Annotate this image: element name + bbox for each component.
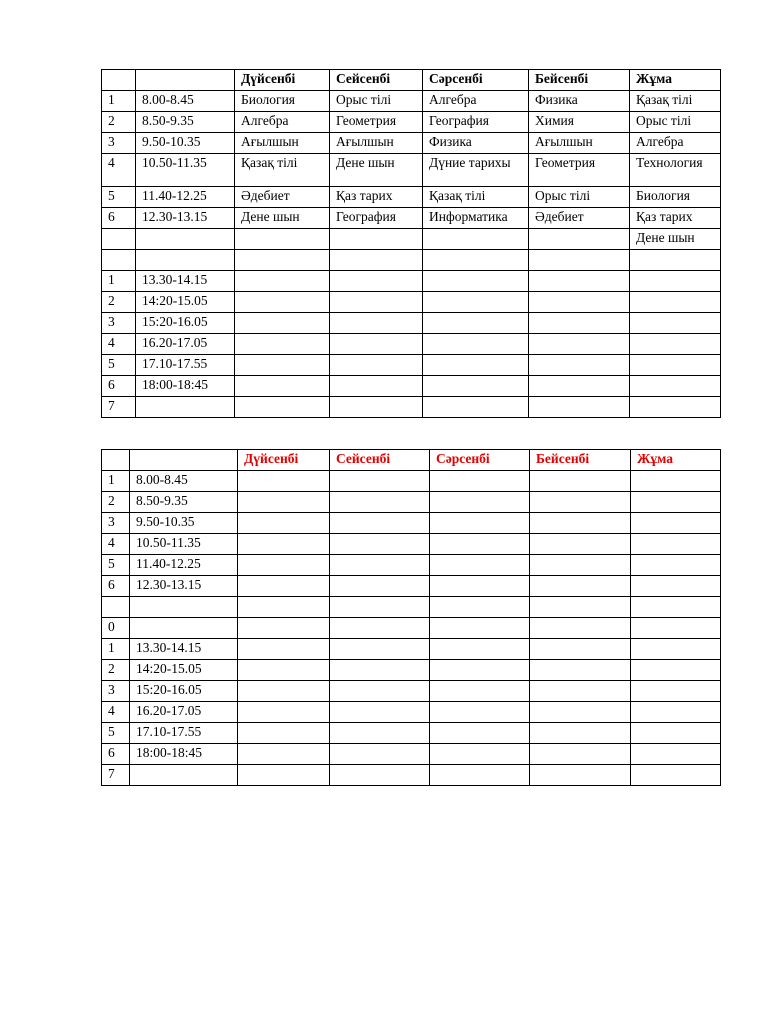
subject-cell xyxy=(235,313,330,334)
subject-cell: География xyxy=(423,112,529,133)
day-header: Бейсенбі xyxy=(529,70,630,91)
subject-cell xyxy=(330,271,423,292)
subject-cell xyxy=(238,555,330,576)
header-row xyxy=(102,450,721,471)
lesson-time: 9.50-10.35 xyxy=(136,133,235,154)
subject-cell xyxy=(235,271,330,292)
subject-cell xyxy=(330,229,423,250)
subject-cell xyxy=(430,765,530,786)
subject-cell: Орыс тілі xyxy=(330,91,423,112)
table-row xyxy=(102,492,721,513)
subject-cell: Физика xyxy=(529,91,630,112)
subject-cell xyxy=(630,271,721,292)
schedule-table-filled xyxy=(101,69,721,418)
subject-cell xyxy=(235,334,330,355)
lesson-time: 10.50-11.35 xyxy=(130,534,238,555)
subject-cell: Алгебра xyxy=(630,133,721,154)
lesson-time xyxy=(130,618,238,639)
day-header: Жұма xyxy=(630,70,721,91)
subject-cell xyxy=(630,376,721,397)
lesson-number: 6 xyxy=(102,376,136,397)
subject-cell xyxy=(430,555,530,576)
subject-cell xyxy=(529,229,630,250)
table-row xyxy=(102,681,721,702)
lesson-number: 4 xyxy=(102,702,130,723)
subject-cell xyxy=(530,597,631,618)
subject-cell xyxy=(630,250,721,271)
subject-cell xyxy=(238,744,330,765)
table-row xyxy=(102,471,721,492)
table-row xyxy=(102,723,721,744)
lesson-time: 17.10-17.55 xyxy=(136,355,235,376)
day-header: Дүйсенбі xyxy=(238,450,330,471)
subject-cell xyxy=(238,723,330,744)
lesson-time xyxy=(130,765,238,786)
table-row xyxy=(102,555,721,576)
subject-cell xyxy=(630,397,721,418)
subject-cell xyxy=(631,702,721,723)
day-header: Бейсенбі xyxy=(530,450,631,471)
subject-cell xyxy=(423,250,529,271)
subject-cell xyxy=(330,471,430,492)
lesson-time xyxy=(130,597,238,618)
lesson-number: 3 xyxy=(102,313,136,334)
subject-cell: Ағылшын xyxy=(330,133,423,154)
subject-cell xyxy=(330,723,430,744)
lesson-number: 3 xyxy=(102,133,136,154)
lesson-time: 11.40-12.25 xyxy=(136,187,235,208)
lesson-number: 6 xyxy=(102,744,130,765)
lesson-time: 16.20-17.05 xyxy=(136,334,235,355)
subject-cell: Биология xyxy=(630,187,721,208)
lesson-time: 16.20-17.05 xyxy=(130,702,238,723)
subject-cell xyxy=(530,576,631,597)
subject-cell xyxy=(530,534,631,555)
subject-cell xyxy=(530,744,631,765)
lesson-time: 18:00-18:45 xyxy=(136,376,235,397)
header-cell-blank xyxy=(102,450,130,471)
subject-cell xyxy=(630,313,721,334)
table-row xyxy=(102,355,721,376)
lesson-time: 12.30-13.15 xyxy=(130,576,238,597)
subject-cell xyxy=(330,292,423,313)
table-row xyxy=(102,208,721,229)
subject-cell xyxy=(238,576,330,597)
lesson-time: 8.00-8.45 xyxy=(130,471,238,492)
table-row xyxy=(102,91,721,112)
subject-cell xyxy=(631,471,721,492)
subject-cell xyxy=(330,702,430,723)
table-row xyxy=(102,133,721,154)
lesson-time: 10.50-11.35 xyxy=(136,154,235,187)
lesson-number: 4 xyxy=(102,154,136,187)
table-row xyxy=(102,702,721,723)
subject-cell xyxy=(430,471,530,492)
table-row xyxy=(102,313,721,334)
lesson-number: 1 xyxy=(102,271,136,292)
subject-cell xyxy=(238,534,330,555)
subject-cell xyxy=(430,639,530,660)
lesson-number xyxy=(102,597,130,618)
subject-cell xyxy=(631,534,721,555)
subject-cell: Ағылшын xyxy=(529,133,630,154)
subject-cell xyxy=(330,313,423,334)
lesson-time: 9.50-10.35 xyxy=(130,513,238,534)
subject-cell: Дүние тарихы xyxy=(423,154,529,187)
subject-cell xyxy=(423,376,529,397)
subject-cell xyxy=(238,492,330,513)
subject-cell xyxy=(530,471,631,492)
lesson-time: 17.10-17.55 xyxy=(130,723,238,744)
subject-cell xyxy=(423,292,529,313)
table-row xyxy=(102,229,721,250)
subject-cell xyxy=(530,765,631,786)
subject-cell xyxy=(631,723,721,744)
subject-cell xyxy=(330,492,430,513)
lesson-number: 6 xyxy=(102,208,136,229)
subject-cell xyxy=(238,597,330,618)
lesson-number: 0 xyxy=(102,618,130,639)
subject-cell xyxy=(238,765,330,786)
lesson-time: 15:20-16.05 xyxy=(130,681,238,702)
subject-cell xyxy=(235,355,330,376)
subject-cell: Информатика xyxy=(423,208,529,229)
day-header: Сейсенбі xyxy=(330,70,423,91)
lesson-time: 8.00-8.45 xyxy=(136,91,235,112)
subject-cell xyxy=(430,681,530,702)
subject-cell xyxy=(430,597,530,618)
subject-cell: Технология xyxy=(630,154,721,187)
subject-cell: Қазақ тілі xyxy=(630,91,721,112)
lesson-number: 2 xyxy=(102,292,136,313)
subject-cell xyxy=(529,250,630,271)
lesson-time: 8.50-9.35 xyxy=(136,112,235,133)
subject-cell: Геометрия xyxy=(330,112,423,133)
subject-cell: Қазақ тілі xyxy=(423,187,529,208)
lesson-number: 2 xyxy=(102,492,130,513)
subject-cell xyxy=(330,376,423,397)
table-row xyxy=(102,376,721,397)
table-row xyxy=(102,660,721,681)
table-row xyxy=(102,597,721,618)
table-row xyxy=(102,639,721,660)
lesson-time: 14:20-15.05 xyxy=(136,292,235,313)
subject-cell xyxy=(423,313,529,334)
subject-cell xyxy=(430,723,530,744)
subject-cell xyxy=(430,534,530,555)
header-cell-blank xyxy=(102,70,136,91)
lesson-number xyxy=(102,229,136,250)
subject-cell xyxy=(423,355,529,376)
subject-cell xyxy=(430,660,530,681)
table-row xyxy=(102,187,721,208)
lesson-number: 5 xyxy=(102,187,136,208)
table-row xyxy=(102,112,721,133)
lesson-number: 4 xyxy=(102,334,136,355)
table-row xyxy=(102,534,721,555)
subject-cell xyxy=(530,555,631,576)
subject-cell xyxy=(423,334,529,355)
subject-cell: Биология xyxy=(235,91,330,112)
subject-cell xyxy=(529,376,630,397)
schedule-table-blank xyxy=(101,449,721,786)
table-row xyxy=(102,576,721,597)
subject-cell xyxy=(530,618,631,639)
lesson-time xyxy=(136,229,235,250)
subject-cell xyxy=(529,397,630,418)
subject-cell xyxy=(330,334,423,355)
subject-cell: Қаз тарих xyxy=(330,187,423,208)
subject-cell xyxy=(423,397,529,418)
subject-cell: Физика xyxy=(423,133,529,154)
subject-cell xyxy=(235,292,330,313)
subject-cell xyxy=(235,376,330,397)
table-row xyxy=(102,250,721,271)
subject-cell xyxy=(330,513,430,534)
lesson-number: 1 xyxy=(102,639,130,660)
subject-cell xyxy=(530,513,631,534)
day-header: Сейсенбі xyxy=(330,450,430,471)
subject-cell: Дене шын xyxy=(630,229,721,250)
subject-cell: География xyxy=(330,208,423,229)
subject-cell xyxy=(330,355,423,376)
lesson-time: 12.30-13.15 xyxy=(136,208,235,229)
lesson-number: 1 xyxy=(102,91,136,112)
subject-cell xyxy=(530,723,631,744)
subject-cell xyxy=(529,271,630,292)
subject-cell xyxy=(529,313,630,334)
subject-cell xyxy=(631,618,721,639)
subject-cell xyxy=(529,292,630,313)
table-row xyxy=(102,397,721,418)
subject-cell xyxy=(631,492,721,513)
subject-cell xyxy=(235,229,330,250)
lesson-time: 13.30-14.15 xyxy=(136,271,235,292)
subject-cell xyxy=(530,702,631,723)
subject-cell xyxy=(238,618,330,639)
subject-cell xyxy=(631,681,721,702)
table-row xyxy=(102,271,721,292)
subject-cell xyxy=(430,492,530,513)
subject-cell: Қазақ тілі xyxy=(235,154,330,187)
subject-cell xyxy=(330,660,430,681)
subject-cell xyxy=(529,334,630,355)
subject-cell xyxy=(330,681,430,702)
subject-cell xyxy=(330,576,430,597)
lesson-number: 5 xyxy=(102,555,130,576)
table-row xyxy=(102,292,721,313)
subject-cell: Орыс тілі xyxy=(529,187,630,208)
subject-cell xyxy=(530,639,631,660)
subject-cell xyxy=(423,271,529,292)
subject-cell: Ағылшын xyxy=(235,133,330,154)
lesson-time xyxy=(136,397,235,418)
subject-cell xyxy=(235,250,330,271)
subject-cell xyxy=(530,660,631,681)
lesson-number: 2 xyxy=(102,112,136,133)
table-row xyxy=(102,513,721,534)
lesson-number: 5 xyxy=(102,355,136,376)
subject-cell xyxy=(430,618,530,639)
table-row xyxy=(102,154,721,187)
lesson-number: 7 xyxy=(102,765,130,786)
subject-cell xyxy=(330,744,430,765)
subject-cell: Дене шын xyxy=(235,208,330,229)
subject-cell xyxy=(631,576,721,597)
lesson-time: 8.50-9.35 xyxy=(130,492,238,513)
day-header: Сәрсенбі xyxy=(430,450,530,471)
lesson-time: 18:00-18:45 xyxy=(130,744,238,765)
subject-cell xyxy=(530,492,631,513)
lesson-number: 3 xyxy=(102,513,130,534)
subject-cell xyxy=(631,555,721,576)
subject-cell xyxy=(330,397,423,418)
subject-cell xyxy=(430,576,530,597)
subject-cell xyxy=(530,681,631,702)
subject-cell: Қаз тарих xyxy=(630,208,721,229)
subject-cell xyxy=(330,597,430,618)
subject-cell xyxy=(430,513,530,534)
header-row xyxy=(102,70,721,91)
subject-cell: Әдебиет xyxy=(235,187,330,208)
subject-cell xyxy=(238,660,330,681)
subject-cell xyxy=(423,229,529,250)
lesson-number: 2 xyxy=(102,660,130,681)
subject-cell xyxy=(238,639,330,660)
subject-cell xyxy=(630,292,721,313)
lesson-number xyxy=(102,250,136,271)
subject-cell xyxy=(430,702,530,723)
subject-cell: Геометрия xyxy=(529,154,630,187)
header-cell-blank xyxy=(136,70,235,91)
subject-cell xyxy=(238,471,330,492)
subject-cell: Дене шын xyxy=(330,154,423,187)
lesson-time: 13.30-14.15 xyxy=(130,639,238,660)
day-header: Жұма xyxy=(631,450,721,471)
lesson-number: 7 xyxy=(102,397,136,418)
subject-cell xyxy=(631,639,721,660)
day-header: Сәрсенбі xyxy=(423,70,529,91)
subject-cell xyxy=(330,555,430,576)
subject-cell xyxy=(630,355,721,376)
lesson-number: 4 xyxy=(102,534,130,555)
subject-cell xyxy=(330,250,423,271)
subject-cell xyxy=(235,397,330,418)
table-row xyxy=(102,765,721,786)
lesson-time: 11.40-12.25 xyxy=(130,555,238,576)
subject-cell xyxy=(529,355,630,376)
header-cell-blank xyxy=(130,450,238,471)
table-row xyxy=(102,618,721,639)
lesson-time xyxy=(136,250,235,271)
subject-cell xyxy=(630,334,721,355)
lesson-number: 6 xyxy=(102,576,130,597)
subject-cell: Орыс тілі xyxy=(630,112,721,133)
lesson-number: 5 xyxy=(102,723,130,744)
subject-cell xyxy=(238,513,330,534)
subject-cell xyxy=(330,618,430,639)
lesson-number: 1 xyxy=(102,471,130,492)
subject-cell xyxy=(330,639,430,660)
subject-cell xyxy=(631,597,721,618)
subject-cell xyxy=(330,765,430,786)
subject-cell: Әдебиет xyxy=(529,208,630,229)
subject-cell xyxy=(238,681,330,702)
subject-cell xyxy=(430,744,530,765)
lesson-time: 14:20-15.05 xyxy=(130,660,238,681)
table-row xyxy=(102,334,721,355)
subject-cell xyxy=(631,744,721,765)
subject-cell xyxy=(631,660,721,681)
subject-cell xyxy=(330,534,430,555)
subject-cell xyxy=(631,513,721,534)
subject-cell: Химия xyxy=(529,112,630,133)
subject-cell xyxy=(631,765,721,786)
day-header: Дүйсенбі xyxy=(235,70,330,91)
subject-cell: Алгебра xyxy=(235,112,330,133)
table-row xyxy=(102,744,721,765)
subject-cell xyxy=(238,702,330,723)
subject-cell: Алгебра xyxy=(423,91,529,112)
lesson-number: 3 xyxy=(102,681,130,702)
lesson-time: 15:20-16.05 xyxy=(136,313,235,334)
